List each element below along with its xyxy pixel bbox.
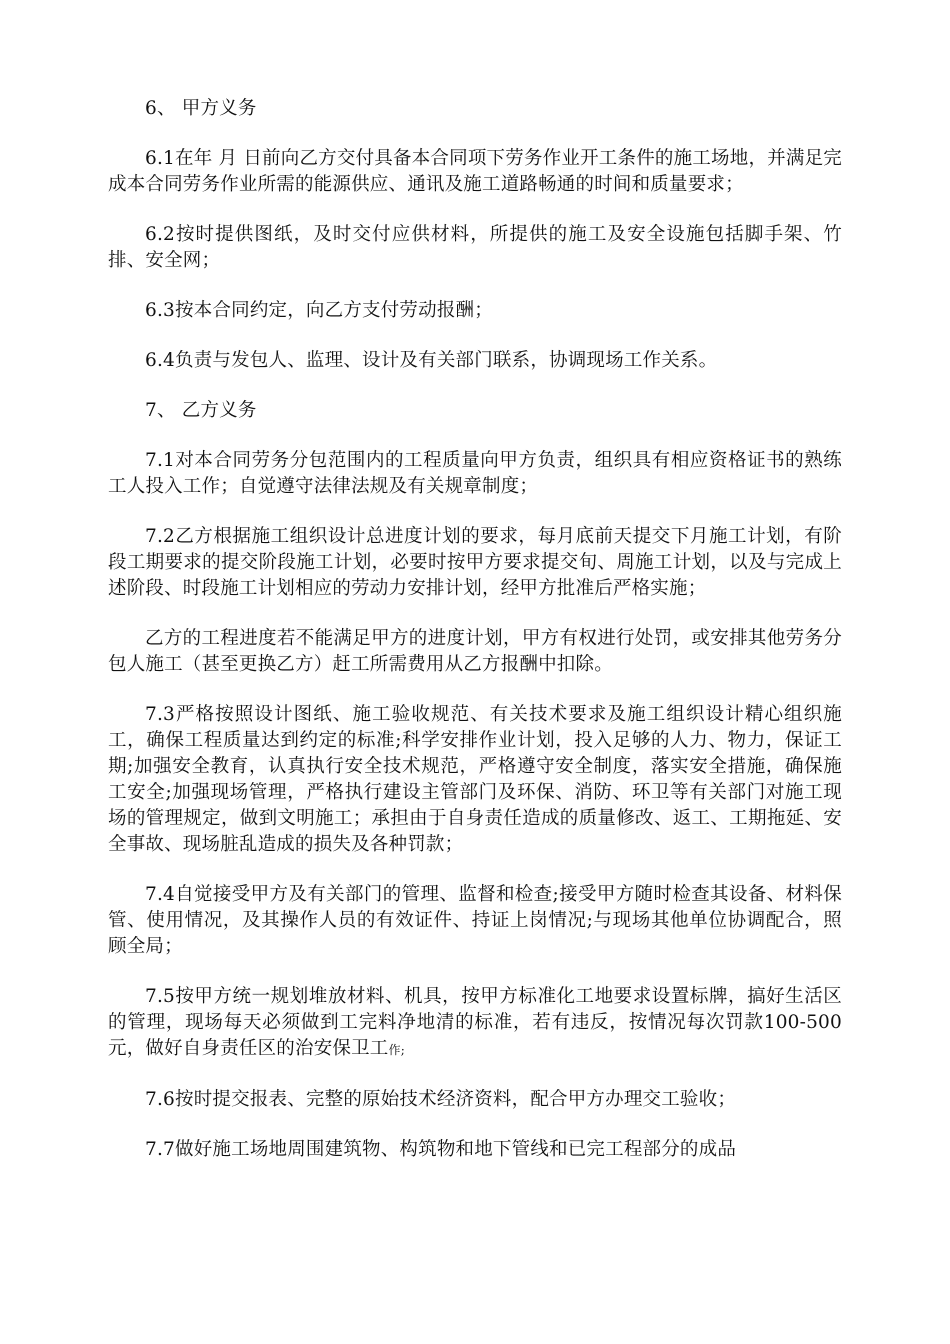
clause-7-4: 7.4自觉接受甲方及有关部门的管理、监督和检查;接受甲方随时检查其设备、材料保管、使用情况，及其操作人员的有效证件、持证上岗情况;与现场其他单位协调配合，照顾全局； <box>108 884 842 957</box>
clause-7-5 <box>108 984 842 1063</box>
section-7-heading: 7、 乙方义务 <box>145 400 257 421</box>
clause-6-3: 6.3按本合同约定，向乙方支付劳动报酬； <box>145 300 493 321</box>
document-page <box>108 96 842 1187</box>
clause-6-2: 6.2按时提供图纸，及时交付应供材料，所提供的施工及安全设施包括脚手架、竹排、安全网； <box>108 224 842 271</box>
clause-7-6: 7.6按时提交报表、完整的原始技术经济资料，配合甲方办理交工验收； <box>145 1089 737 1110</box>
clause-6-4: 6.4负责与发包人、监理、设计及有关部门联系，协调现场工作关系。 <box>145 350 718 371</box>
clause-7-5-text: 7.5按甲方统一规划堆放材料、机具，按甲方标准化工地要求设置标牌，搞好生活区的管理，现场每天必须做到工完料净地清的标准，若有违反，按情况每次罚款100-500元，做好自身责任区的治安保卫工 <box>108 986 842 1059</box>
clause-7-7: 7.7做好施工场地周围建筑物、构筑物和地下管线和已完工程部分的成品 <box>145 1139 737 1160</box>
clause-7-3: 7.3严格按照设计图纸、施工验收规范、有关技术要求及施工组织设计精心组织施工，确保工程质量达到约定的标准;科学安排作业计划，投入足够的人力、物力，保证工期;加强安全教育，认真执行安全技术规范，严格遵守安全制度，落实安全措施，确保施工安全;加强现场管理，严格执行建设主管部门及环保、消防、环卫等有关部门对施工现场的管理规定，做到文明施工；承担由于自身责任造成的质量修改、返工、工期拖延、安全事故、现场脏乱造成的损失及各种罚款； <box>108 704 842 855</box>
clause-7-2: 7.2乙方根据施工组织设计总进度计划的要求，每月底前天提交下月施工计划，有阶段工期要求的提交阶段施工计划，必要时按甲方要求提交旬、周施工计划，以及与完成上述阶段、时段施工计划相应的劳动力安排计划，经甲方批准后严格实施； <box>108 526 842 599</box>
clause-7-5-small-tail: 作; <box>388 1043 405 1057</box>
clause-6-1: 6.1在年 月 日前向乙方交付具备本合同项下劳务作业开工条件的施工场地，并满足完成本合同劳务作业所需的能源供应、通讯及施工道路畅通的时间和质量要求； <box>108 148 842 195</box>
section-6-heading: 6、 甲方义务 <box>145 98 257 119</box>
clause-7-2-note: 乙方的工程进度若不能满足甲方的进度计划，甲方有权进行处罚，或安排其他劳务分包人施工（甚至更换乙方）赶工所需费用从乙方报酬中扣除。 <box>108 628 842 675</box>
clause-7-1: 7.1对本合同劳务分包范围内的工程质量向甲方负责，组织具有相应资格证书的熟练工人投入工作；自觉遵守法律法规及有关规章制度； <box>108 450 842 497</box>
